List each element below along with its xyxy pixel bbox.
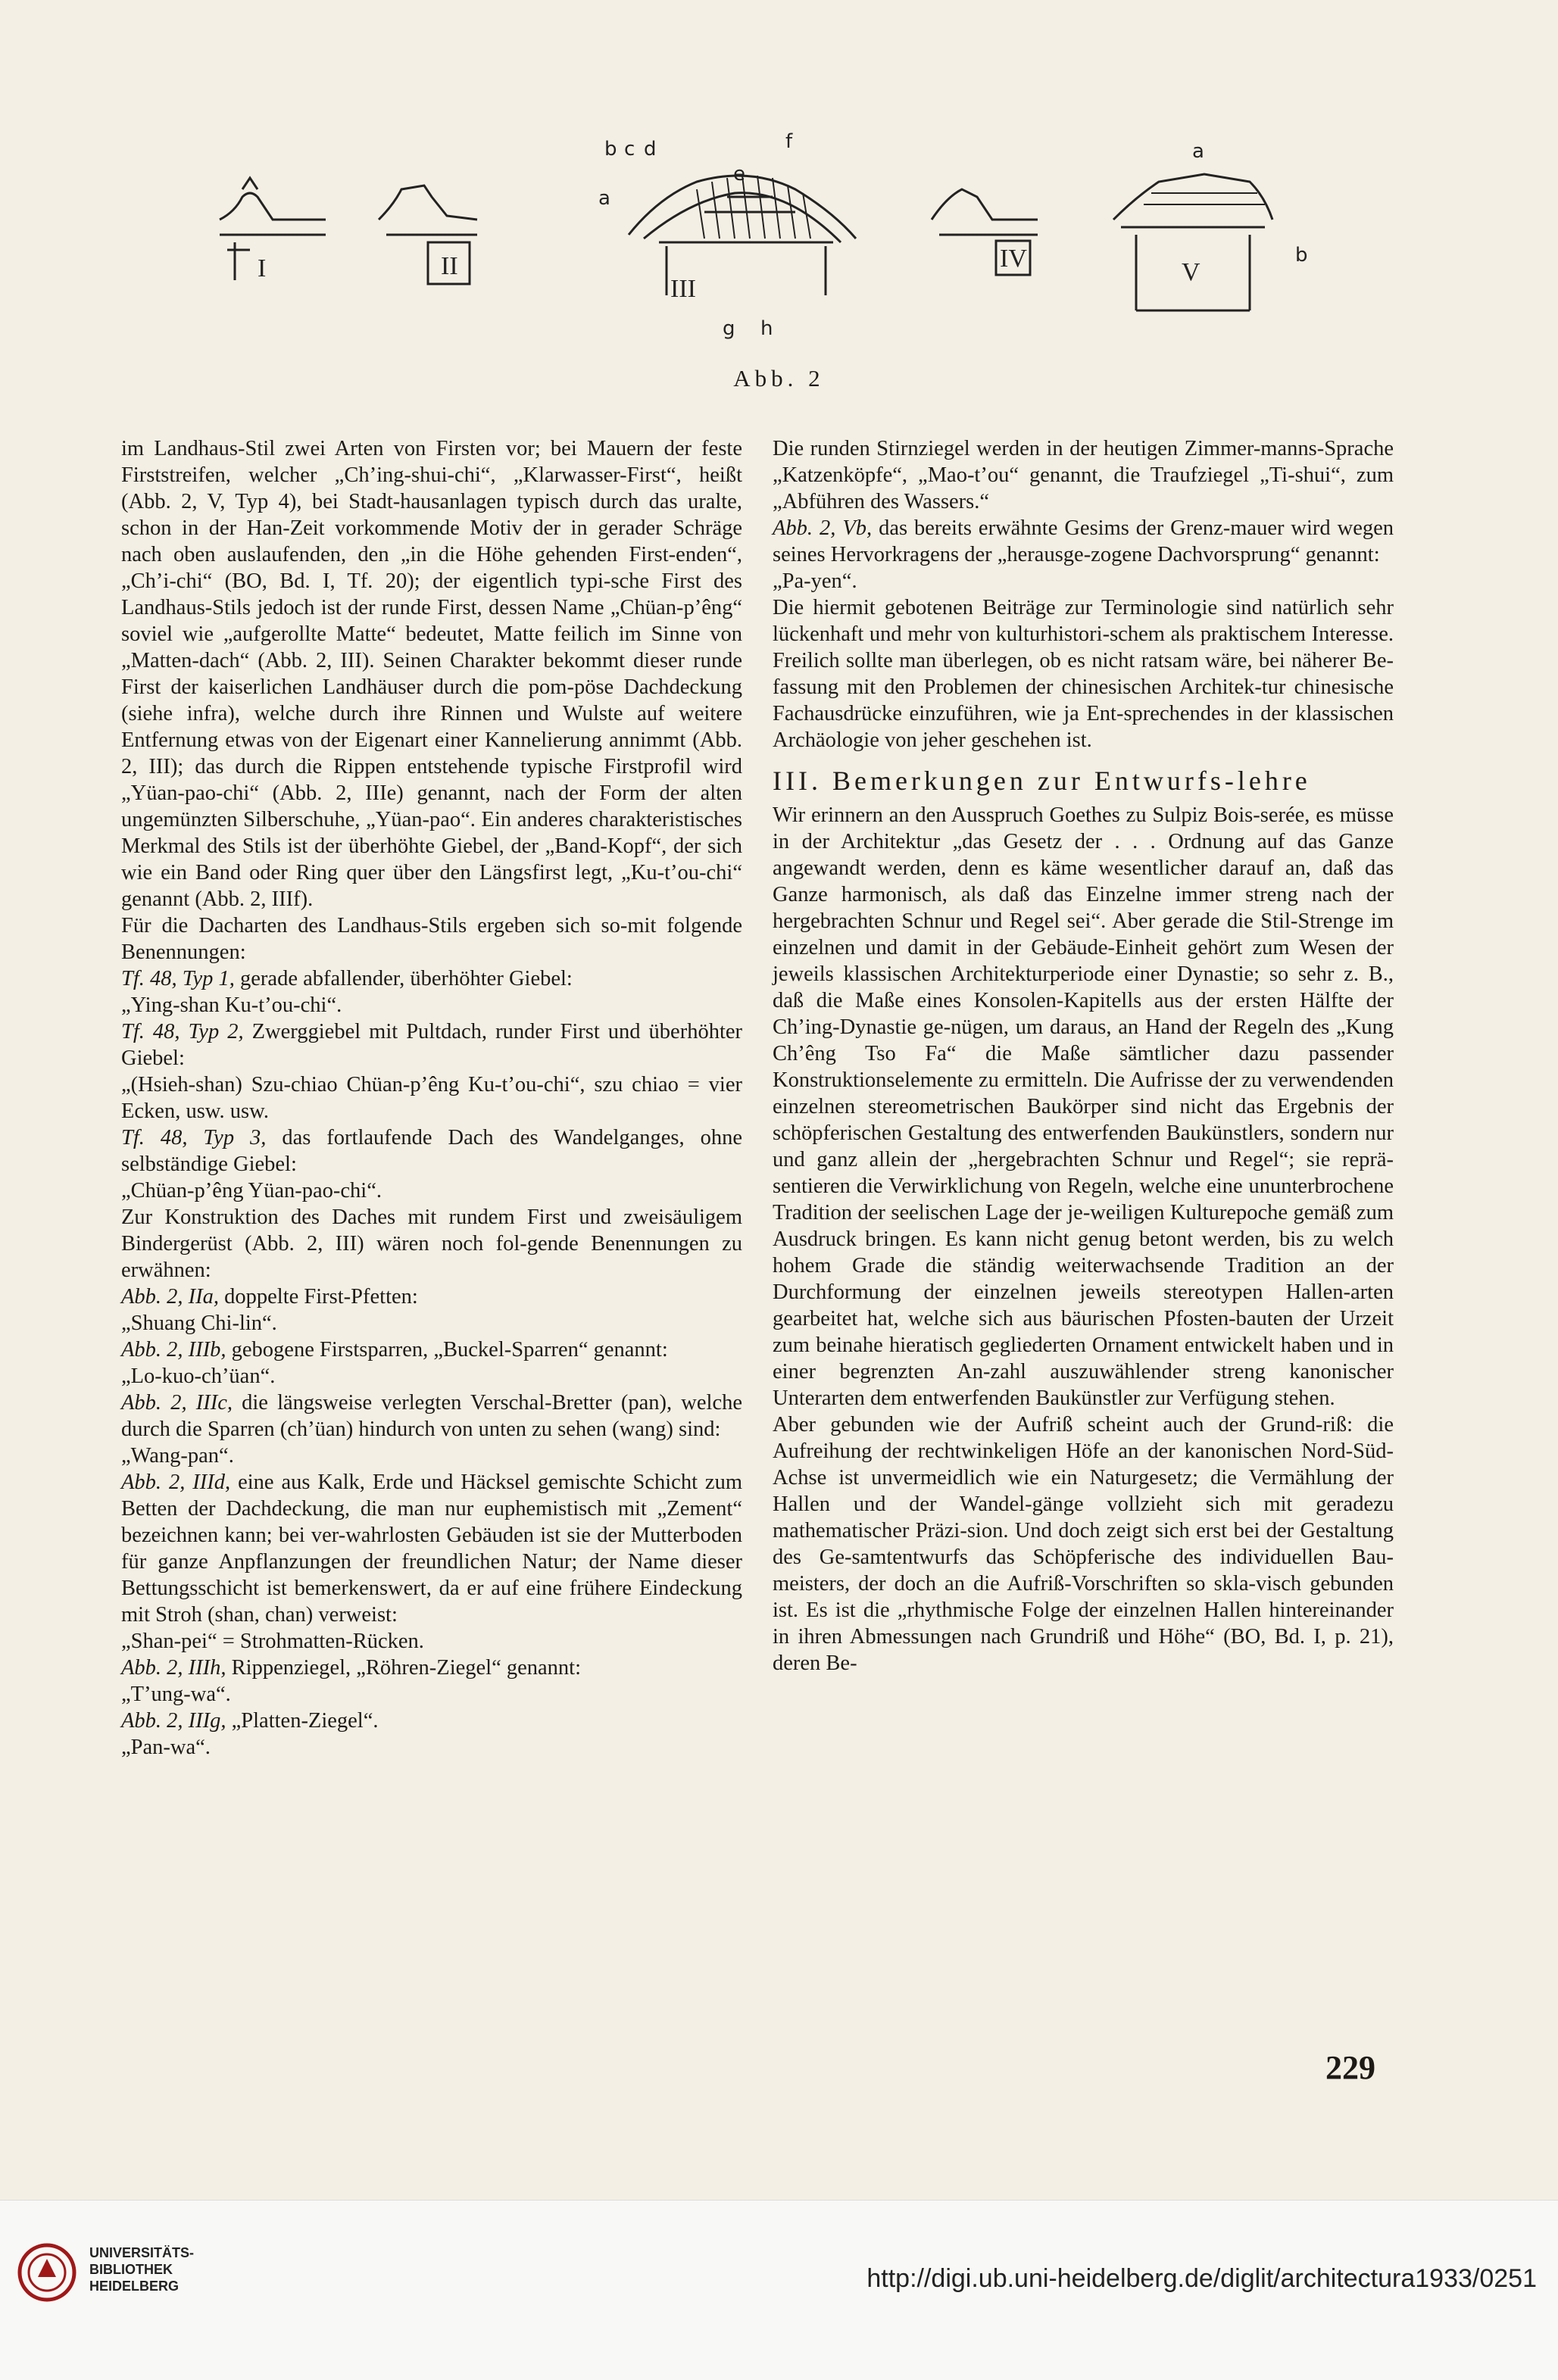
paragraph [773,435,1394,515]
paragraph [121,435,742,912]
paragraph-text: eine aus Kalk, Erde und Häcksel gemischte Schicht zum Betten der Dachdeckung, die man nur euphemistisch mit „Zement“ bezeichnen kann; bei ver-wahrlosten Gebäuden ist sie der Mutterboden für ganze Anpflanzungen der freundlichen Natur; der Name dieser Bettungsschicht ist bemerkenswert, da er auf eine frühere Eindeckung mit Stroh (shan, chan) verweist: [121,1471,742,1627]
paragraph-text: die längsweise verlegten Verschal-Bretter (pan), welche durch die Sparren (ch’üan) hindurch von unten zu sehen (wang) sind: [121,1391,743,1441]
paragraph-text: gebogene Firstsparren, „Buckel-Sparren“ genannt: [226,1338,668,1362]
paragraph-text: „Pan-wa“. [121,1736,211,1759]
figure-reference: Abb. 2, Vb, [773,516,873,540]
label-e: e [733,163,745,186]
paragraph-text: im Landhaus-Stil zwei Arten von Firsten vor; bei Mauern der feste Firststreifen, welcher „Ch’ing-shui-chi“, „Klarwasser-First“, heißt (Abb. 2, V, Typ 4), bei Stadt-hausanlagen typisch durch das uralte, schon in der Han-Zeit vorkommende Motiv der in gerader Schräge nach oben auslaufenden, den „in die Höhe gehenden First-enden“, „Ch’i-chi“ (BO, Bd. I, Tf. 20); der eigentlich typi-sche First des Landhaus-Stils jedoch ist der runde First, dessen Name „Chüan-p’êng“ soviel wie „aufgerollte Matte“ bedeutet, Matte feilich im Sinne von „Matten-dach“ (Abb. 2, III). Seinen Charakter bekommt dieser runde First der kaiserlichen Landhäuser durch die pom-pöse Dachdeckung (siehe infra), welche durch ihre Rinnen und Wulste auf weitere Entfernung etwas von der Eigenart einer Kannelierung annimmt (Abb. 2, III); das durch die Rippen entstehende typische Firstprofil wird „Yüan-pao-chi“ (Abb. 2, IIIe) genannt, nach der Form der alten ungemünzten Silberschuhe, „Yüan-pao“. Ein anderes charakteristisches Merkmal des Stils ist der überhöhte Giebel, der „Band-Kopf“, der sich wie ein Band oder Ring quer über den Längsfirst legt, „Ku-t’ou-chi“ genannt (Abb. 2, IIIf). [121,437,742,911]
paragraph-text: „Platten-Ziegel“. [226,1709,379,1733]
label-I: I [258,254,267,282]
roof-profile-i [220,178,326,280]
paragraph-text: Aber gebunden wie der Aufriß scheint auch der Grund-riß: die Aufreihung der rechtwinkeligen Höfe an der kanonischen Nord-Süd-Achse ist unvermeidlich wie ein Naturgesetz; die Vermählung der Hallen und der Wandel-gänge vollzieht sich mit geradezu mathematischer Präzi-sion. Und doch zeigt sich erst bei der Gestaltung des Ge-samtentwurfs das Schöpferische des individuellen Bau-meisters, der doch an die Aufriß-Vorschriften so skla-visch gebunden ist. Es ist die „rhythmische Folge der einzelnen Hallen hintereinander in ihren Abmessungen nach Grundriß und Höhe“ (BO, Bd. I, p. 21), deren Be- [773,1413,1394,1675]
paragraph [121,1284,742,1310]
paragraph-text: „Lo-kuo-ch’üan“. [121,1365,276,1388]
label-Vb: b [1295,244,1308,267]
paragraph [773,515,1394,568]
figure-reference: Tf. 48, Typ 3, [121,1126,267,1149]
paragraph [773,802,1394,1411]
paragraph-text: Für die Dacharten des Landhaus-Stils ergeben sich so-mit folgende Benennungen: [121,914,742,964]
left-column [121,435,742,1761]
paragraph-text: Zur Konstruktion des Daches mit rundem First und zweisäuligem Bindergerüst (Abb. 2, III) wären noch fol-gende Benennungen zu erwähnen: [121,1206,742,1282]
figure-reference: Abb. 2, IIId, [121,1471,231,1494]
paragraph-text: „T’ung-wa“. [121,1683,231,1706]
paragraph [121,912,742,965]
paragraph [121,1337,742,1363]
paragraph-text: Wir erinnern an den Ausspruch Goethes zu Sulpiz Bois-serée, es müsse in der Architektur „das Gesetz der . . . Ordnung auf das Ganze angewandt werden, denn es käme wesentlicher darauf an, daß das Ganze harmonisch, als daß das Einzelne immer streng nach der hergebrachten Schnur und Regel sei“. Aber gerade die Stil-Strenge im einzelnen und damit in der Gebäude-Einheit gehört zum Wesen der jeweils klassischen Architekturperiode einer Dynastie; so sehr z. B., daß die Maße eines Konsolen-Kapitells aus der ersten Hälfte der Ch’ing-Dynastie ge-nügen, um daraus, an Hand der Regeln des „Kung Ch’êng Tso Fa“ die Maße sämtlicher dazu passender Konstruktionselemente zu ermitteln. Die Aufrisse der zu verwendenden einzelnen stereometrischen Baukörper sind nicht das Ergebnis der schöpferischen Gestaltung des entwerfenden Baukünstlers, sondern nur und ganz allein der „hergebrachten Schnur und Regel“; sie reprä-sentieren die Verwirklichung von Regeln, welche eine ununterbrochene Tradition der seelischen Lage der je-weiligen Kulturepoche gemäß zum Ausdruck bringen. Es kann nicht genug betont werden, bis zu welch hohem Grade die ständig weiterwachsende Tradition an der Durchformung der einzelnen jeweils stereotypen Hallen-arten gearbeitet hat, welche sich aus bäurischen Pfosten-bauten der Urzeit zum beinahe hieratisch gegliederten Ornament entwickelt haben und in einer begrenzten An-zahl auszuwählender streng kanonischer Unterarten dem entwerfenden Baukünstler zur Verfügung stehen. [773,803,1394,1410]
label-V: V [1182,258,1201,286]
label-d: d [644,138,657,161]
figure-reference: Tf. 48, Typ 1, [121,967,235,990]
paragraph [121,1124,742,1178]
paragraph [121,1363,742,1390]
paragraph [121,1310,742,1337]
paragraph [121,1734,742,1761]
right-column [773,435,1394,1677]
label-IV: IV [1000,245,1027,273]
figure-reference: Abb. 2, IIIc, [121,1391,233,1415]
figure-reference: Abb. 2, IIIb, [121,1338,226,1362]
paragraph [121,1681,742,1708]
paragraph-text: Die hiermit gebotenen Beiträge zur Terminologie sind natürlich sehr lückenhaft und mehr von kulturhistori-schem als praktischem Interesse. Freilich sollte man überlegen, ob es nicht ratsam wäre, bei näherer Be-fassung mit den Problemen der chinesischen Architek-tur chinesische Fachausdrücke einzuführen, wie ja Ent-sprechendes in der klassischen Archäologie von jeher geschehen ist. [773,596,1394,752]
paragraph-text: gerade abfallender, überhöhter Giebel: [234,967,573,990]
figure-reference: Abb. 2, IIa, [121,1285,220,1309]
paragraph-text: das fortlaufende Dach des Wandelganges, ohne selbständige Giebel: [121,1126,743,1176]
paragraph [121,1708,742,1734]
library-line: UNIVERSITÄTS- [89,2245,195,2260]
paragraph [773,568,1394,594]
library-line: HEIDELBERG [89,2279,180,2294]
roof-profile-iii [629,176,856,295]
paragraph-text: „(Hsieh-shan) Szu-chiao Chüan-p’êng Ku-t’ou-chi“, szu chiao = vier Ecken, usw. usw. [121,1073,742,1123]
paragraph [121,1655,742,1681]
label-b: b [604,138,617,161]
label-g: g [723,317,735,340]
paragraph-text: Rippenziegel, „Röhren-Ziegel“ genannt: [226,1656,581,1680]
paragraph-text: Zwerggiebel mit Pultdach, runder First und überhöhter Giebel: [121,1020,743,1070]
paragraph [121,1018,742,1071]
university-seal-icon [17,2242,77,2303]
label-II: II [441,252,458,280]
label-f: f [785,130,793,153]
paragraph [121,1443,742,1469]
paragraph [121,1390,742,1443]
paragraph [121,965,742,992]
paragraph [773,1411,1394,1677]
roof-profile-v [1113,174,1272,310]
label-a: a [598,187,610,210]
figure-reference: Abb. 2, IIIg, [121,1709,226,1733]
source-url[interactable]: http://digi.ub.uni-heidelberg.de/diglit/architectura1933/0251 [866,2264,1537,2293]
paragraph-text: doppelte First-Pfetten: [219,1285,418,1309]
paragraph [121,1628,742,1655]
roof-profiles-figure [174,106,1386,401]
paragraph-text: „Pa-yen“. [773,569,857,593]
paragraph-text: „Shuang Chi-lin“. [121,1312,277,1335]
library-name [89,2244,194,2294]
paragraph [121,1178,742,1204]
paragraph-text: „Shan-pei“ = Strohmatten-Rücken. [121,1630,424,1653]
label-c: c [624,138,635,161]
label-h: h [760,317,773,340]
label-III: III [670,275,696,303]
paragraph [121,992,742,1018]
paragraph-text: das bereits erwähnte Gesims der Grenz-mauer wird wegen seines Hervorkragens der „herausge-zogene Dachvorsprung“ genannt: [773,516,1394,566]
label-Va: a [1192,140,1204,163]
page-number: 229 [1325,2049,1375,2086]
library-line: BIBLIOTHEK [89,2262,173,2277]
paragraph [121,1204,742,1284]
roof-profile-ii [379,186,477,284]
section-heading: III. Bemerkungen zur Entwurfs-lehre [773,766,1311,796]
paragraph-text: Die runden Stirnziegel werden in der heutigen Zimmer-manns-Sprache „Katzenköpfe“, „Mao-t’ou“ genannt, die Traufziegel „Ti-shui“, zum „Abführen des Wassers.“ [773,437,1394,513]
figure-reference: Tf. 48, Typ 2, [121,1020,244,1043]
paragraph [121,1469,742,1628]
figure-reference: Abb. 2, IIIh, [121,1656,226,1680]
paragraph-text: „Ying-shan Ku-t’ou-chi“. [121,993,342,1017]
paragraph-text: „Wang-pan“. [121,1444,234,1468]
paragraph [121,1071,742,1124]
paragraph-text: „Chüan-p’êng Yüan-pao-chi“. [121,1179,382,1202]
figure-caption: Abb. 2 [733,365,825,391]
paragraph [773,594,1394,753]
